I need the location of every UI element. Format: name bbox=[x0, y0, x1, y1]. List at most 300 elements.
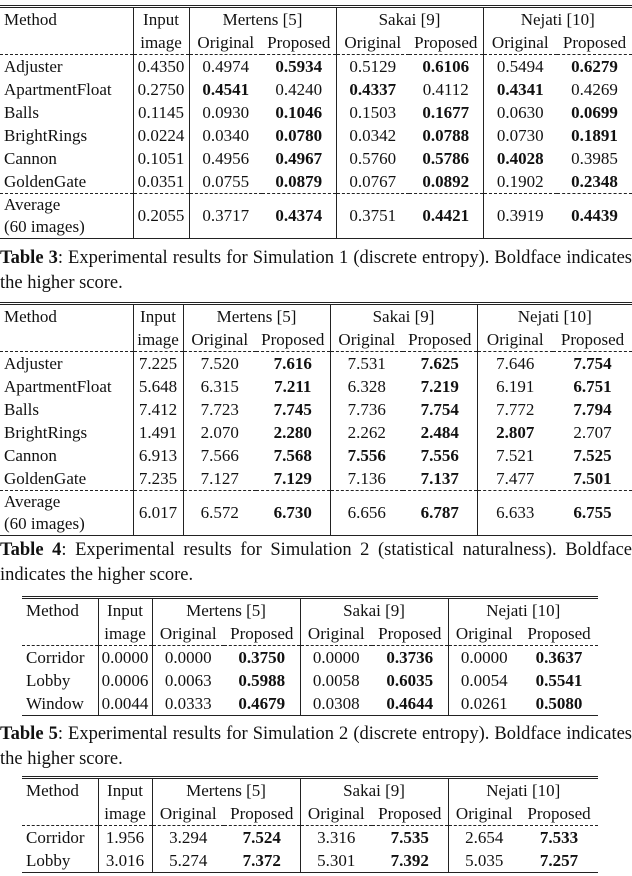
value-cell-text: 0.5080 bbox=[535, 693, 583, 713]
value-cell-text: 6.787 bbox=[420, 503, 459, 522]
row-method-text: (60 images) bbox=[4, 514, 85, 533]
header-subrow bbox=[0, 328, 632, 352]
value-cell-text: 0.0000 bbox=[101, 647, 149, 667]
average-row bbox=[0, 491, 632, 536]
header-input bbox=[98, 598, 152, 623]
value-cell-text: 3.016 bbox=[105, 850, 145, 870]
caption-text: : Experimental results for Simulation 2 (statistical naturalness). Boldface indicates the higher score. bbox=[0, 540, 632, 585]
value-cell-text: 0.5988 bbox=[238, 670, 286, 690]
value-cell bbox=[152, 669, 224, 692]
value-cell-text: 0.0000 bbox=[164, 647, 212, 667]
header-proposed bbox=[520, 802, 598, 826]
table-row bbox=[0, 101, 632, 124]
value-cell-text: 6.913 bbox=[138, 445, 178, 465]
table-row bbox=[0, 352, 632, 376]
header-input bbox=[133, 304, 183, 329]
average-row bbox=[0, 194, 632, 239]
value-cell-text: 7.736 bbox=[347, 399, 386, 419]
row-method-text: Average bbox=[4, 195, 61, 214]
row-method-text: Corridor bbox=[26, 647, 85, 667]
value-cell-text: 0.0767 bbox=[349, 171, 397, 191]
header-input-text: Input bbox=[143, 9, 179, 29]
header-group bbox=[189, 7, 336, 32]
value-cell bbox=[98, 669, 152, 692]
value-cell bbox=[330, 352, 403, 376]
value-cell bbox=[372, 669, 448, 692]
value-cell bbox=[330, 467, 403, 491]
value-cell-text: 0.0044 bbox=[101, 693, 149, 713]
header-original-text: Original bbox=[307, 623, 365, 643]
value-cell-text: 7.521 bbox=[496, 445, 535, 465]
value-cell-text: 1.491 bbox=[138, 422, 178, 442]
value-cell-text: 0.4112 bbox=[422, 79, 469, 99]
header-original bbox=[448, 622, 520, 646]
value-cell-text: 7.129 bbox=[273, 468, 312, 488]
value-cell bbox=[262, 55, 336, 79]
header-input-image-text: image bbox=[104, 803, 146, 823]
value-cell-text: 7.219 bbox=[420, 376, 459, 396]
table-row bbox=[0, 398, 632, 421]
value-cell-text: 7.127 bbox=[200, 468, 239, 488]
value-cell bbox=[133, 352, 183, 376]
caption-label: Table 5 bbox=[0, 724, 58, 744]
value-cell-text: 2.070 bbox=[200, 422, 239, 442]
table-4 bbox=[0, 302, 632, 536]
value-cell bbox=[152, 826, 224, 850]
row-method-text: GoldenGate bbox=[4, 468, 87, 488]
value-cell bbox=[152, 849, 224, 873]
value-cell bbox=[189, 170, 262, 194]
header-group-text: Mertens [5] bbox=[216, 306, 297, 326]
value-cell-text: 2.707 bbox=[573, 422, 612, 442]
table-row bbox=[22, 646, 598, 670]
value-cell-text: 6.751 bbox=[573, 376, 612, 396]
value-cell-text: 2.654 bbox=[465, 827, 504, 847]
value-cell bbox=[133, 194, 189, 239]
table-row bbox=[0, 421, 632, 444]
value-cell bbox=[403, 421, 477, 444]
table-row bbox=[22, 669, 598, 692]
value-cell bbox=[183, 398, 256, 421]
value-cell-text: 0.0699 bbox=[571, 102, 618, 122]
header-method-blank bbox=[0, 31, 133, 55]
value-cell-text: 7.524 bbox=[242, 827, 281, 847]
value-cell-text: 7.211 bbox=[274, 376, 312, 396]
value-cell-text: 5.301 bbox=[317, 850, 356, 870]
value-cell-text: 5.035 bbox=[465, 850, 504, 870]
value-cell bbox=[330, 491, 403, 536]
value-cell-text: 7.136 bbox=[347, 468, 386, 488]
value-cell-text: 3.316 bbox=[317, 827, 356, 847]
value-cell bbox=[189, 101, 262, 124]
value-cell-text: 0.0340 bbox=[202, 125, 250, 145]
row-method bbox=[0, 194, 133, 239]
header-proposed bbox=[372, 622, 448, 646]
row-method-text: Adjuster bbox=[4, 353, 63, 373]
value-cell bbox=[133, 124, 189, 147]
value-cell bbox=[409, 147, 483, 170]
header-input-image bbox=[98, 802, 152, 826]
header-original-text: Original bbox=[307, 803, 365, 823]
header-original bbox=[477, 328, 553, 352]
value-cell bbox=[330, 421, 403, 444]
value-cell bbox=[483, 101, 557, 124]
value-cell bbox=[336, 78, 409, 101]
caption-table-4 bbox=[0, 538, 632, 588]
header-group bbox=[477, 304, 632, 329]
value-cell-text: 7.477 bbox=[496, 468, 535, 488]
value-cell bbox=[189, 78, 262, 101]
header-row bbox=[22, 778, 598, 803]
value-cell bbox=[183, 444, 256, 467]
header-original bbox=[300, 622, 372, 646]
header-proposed bbox=[553, 328, 632, 352]
value-cell bbox=[557, 147, 632, 170]
value-cell bbox=[262, 101, 336, 124]
value-cell-text: 7.501 bbox=[573, 468, 612, 488]
header-proposed-text: Proposed bbox=[378, 623, 442, 643]
value-cell-text: 0.4956 bbox=[202, 148, 250, 168]
value-cell-text: 0.4644 bbox=[386, 693, 434, 713]
value-cell bbox=[520, 849, 598, 873]
value-cell bbox=[183, 375, 256, 398]
value-cell-text: 0.3736 bbox=[386, 647, 434, 667]
header-original bbox=[330, 328, 403, 352]
caption-text: : Experimental results for Simulation 2 (discrete entropy). Boldface indicates the higher score. bbox=[0, 724, 632, 769]
value-cell bbox=[256, 491, 330, 536]
value-cell-text: 0.5541 bbox=[535, 670, 583, 690]
header-proposed-text: Proposed bbox=[267, 32, 331, 52]
caption-label: Table 4 bbox=[0, 540, 62, 560]
value-cell bbox=[553, 467, 632, 491]
header-original-text: Original bbox=[338, 329, 396, 349]
value-cell-text: 7.745 bbox=[273, 399, 312, 419]
value-cell-text: 7.646 bbox=[496, 353, 535, 373]
value-cell bbox=[403, 352, 477, 376]
header-group bbox=[483, 7, 632, 32]
row-method bbox=[0, 55, 133, 79]
value-cell-text: 0.5129 bbox=[349, 56, 397, 76]
value-cell-text: 0.4374 bbox=[275, 206, 323, 225]
header-input bbox=[98, 778, 152, 803]
value-cell bbox=[133, 147, 189, 170]
value-cell-text: 6.315 bbox=[200, 376, 239, 396]
value-cell-text: 3.294 bbox=[169, 827, 208, 847]
value-cell-text: 2.280 bbox=[273, 422, 312, 442]
caption-text: : Experimental results for Simulation 1 (discrete entropy). Boldface indicates the higher score. bbox=[0, 248, 632, 293]
header-input-text: Input bbox=[107, 780, 143, 800]
value-cell bbox=[262, 170, 336, 194]
row-method bbox=[0, 124, 133, 147]
value-cell bbox=[448, 692, 520, 716]
value-cell-text: 0.0006 bbox=[101, 670, 149, 690]
header-row bbox=[22, 598, 598, 623]
value-cell-text: 0.4541 bbox=[202, 79, 250, 99]
table-row bbox=[22, 692, 598, 716]
value-cell bbox=[300, 692, 372, 716]
value-cell bbox=[330, 375, 403, 398]
row-method-text: Adjuster bbox=[4, 56, 63, 76]
header-method bbox=[22, 598, 98, 623]
header-group-text: Mertens [5] bbox=[186, 600, 266, 620]
value-cell-text: 0.0308 bbox=[312, 693, 360, 713]
value-cell bbox=[336, 170, 409, 194]
header-original-text: Original bbox=[344, 32, 402, 52]
value-cell-text: 0.0892 bbox=[422, 171, 470, 191]
row-method bbox=[22, 849, 98, 873]
header-proposed-text: Proposed bbox=[562, 32, 627, 52]
header-original-text: Original bbox=[191, 329, 249, 349]
header-group-text: Nejati [10] bbox=[486, 780, 561, 800]
value-cell-text: 7.556 bbox=[420, 445, 459, 465]
value-cell bbox=[403, 398, 477, 421]
value-cell bbox=[372, 826, 448, 850]
row-method bbox=[0, 421, 133, 444]
value-cell-text: 6.633 bbox=[496, 503, 535, 522]
table-row bbox=[0, 467, 632, 491]
header-group-text: Nejati [10] bbox=[520, 9, 595, 29]
header-proposed bbox=[224, 802, 300, 826]
value-cell bbox=[300, 849, 372, 873]
value-cell bbox=[483, 170, 557, 194]
value-cell-text: 7.225 bbox=[138, 353, 178, 373]
value-cell-text: 0.6279 bbox=[571, 56, 618, 76]
value-cell-text: 0.4337 bbox=[349, 79, 397, 99]
value-cell-text: 2.262 bbox=[347, 422, 386, 442]
value-cell bbox=[403, 375, 477, 398]
value-cell-text: 0.0879 bbox=[275, 171, 323, 191]
value-cell bbox=[477, 398, 553, 421]
header-original-text: Original bbox=[455, 803, 513, 823]
value-cell-text: 0.0224 bbox=[137, 125, 185, 145]
value-cell bbox=[300, 826, 372, 850]
value-cell bbox=[183, 352, 256, 376]
header-proposed-text: Proposed bbox=[230, 803, 294, 823]
value-cell bbox=[520, 669, 598, 692]
value-cell bbox=[477, 467, 553, 491]
value-cell-text: 0.4974 bbox=[202, 56, 250, 76]
value-cell-text: 1.956 bbox=[105, 827, 145, 847]
row-method-text: Corridor bbox=[26, 827, 85, 847]
value-cell bbox=[477, 421, 553, 444]
header-group bbox=[183, 304, 330, 329]
header-input bbox=[133, 7, 189, 32]
value-cell-text: 0.2750 bbox=[137, 79, 185, 99]
value-cell-text: 0.0054 bbox=[460, 670, 508, 690]
value-cell-text: 7.772 bbox=[496, 399, 535, 419]
row-method-text: BrightRings bbox=[4, 125, 88, 145]
value-cell bbox=[557, 194, 632, 239]
value-cell bbox=[224, 646, 300, 670]
caption-label: Table 3 bbox=[0, 248, 58, 268]
value-cell bbox=[553, 491, 632, 536]
value-cell bbox=[189, 124, 262, 147]
value-cell bbox=[256, 398, 330, 421]
table-row bbox=[0, 444, 632, 467]
header-original bbox=[189, 31, 262, 55]
header-method-text: Method bbox=[26, 780, 79, 800]
value-cell-text: 0.3717 bbox=[202, 206, 250, 225]
value-cell-text: 0.3750 bbox=[238, 647, 286, 667]
header-method-text: Method bbox=[26, 600, 79, 620]
header-method-text: Method bbox=[4, 306, 57, 326]
value-cell-text: 2.807 bbox=[496, 422, 535, 442]
value-cell bbox=[483, 124, 557, 147]
value-cell bbox=[372, 692, 448, 716]
value-cell bbox=[483, 78, 557, 101]
header-proposed-text: Proposed bbox=[527, 803, 591, 823]
table-row bbox=[22, 826, 598, 850]
value-cell bbox=[133, 55, 189, 79]
value-cell bbox=[98, 826, 152, 850]
value-cell bbox=[224, 692, 300, 716]
row-method bbox=[0, 101, 133, 124]
value-cell bbox=[336, 101, 409, 124]
value-cell-text: 0.3751 bbox=[349, 206, 397, 225]
value-cell-text: 0.0261 bbox=[460, 693, 508, 713]
value-cell-text: 7.533 bbox=[539, 827, 579, 847]
value-cell-text: 0.0333 bbox=[164, 693, 212, 713]
header-group-text: Sakai [9] bbox=[372, 306, 435, 326]
value-cell bbox=[553, 398, 632, 421]
header-group-text: Nejati [10] bbox=[486, 600, 561, 620]
header-original bbox=[300, 802, 372, 826]
value-cell bbox=[133, 101, 189, 124]
value-cell-text: 0.1051 bbox=[137, 148, 185, 168]
value-cell bbox=[98, 849, 152, 873]
value-cell-text: 7.754 bbox=[573, 353, 612, 373]
value-cell bbox=[152, 692, 224, 716]
value-cell bbox=[409, 101, 483, 124]
header-group-text: Nejati [10] bbox=[517, 306, 592, 326]
row-method-text: Window bbox=[26, 693, 84, 713]
table-row bbox=[0, 78, 632, 101]
value-cell bbox=[133, 78, 189, 101]
value-cell bbox=[133, 398, 183, 421]
table-6 bbox=[22, 776, 598, 873]
header-original bbox=[336, 31, 409, 55]
header-group bbox=[448, 598, 598, 623]
value-cell-text: 0.4439 bbox=[571, 206, 618, 225]
value-cell bbox=[553, 421, 632, 444]
header-input-text: Input bbox=[107, 600, 143, 620]
table-row bbox=[0, 147, 632, 170]
value-cell-text: 0.0755 bbox=[202, 171, 250, 191]
row-method bbox=[22, 669, 98, 692]
header-method bbox=[0, 304, 133, 329]
value-cell bbox=[133, 467, 183, 491]
value-cell bbox=[483, 194, 557, 239]
value-cell bbox=[403, 467, 477, 491]
header-proposed bbox=[557, 31, 632, 55]
header-input-image-text: image bbox=[140, 32, 182, 52]
value-cell bbox=[520, 692, 598, 716]
header-method-blank bbox=[22, 622, 98, 646]
row-method bbox=[0, 444, 133, 467]
value-cell bbox=[477, 491, 553, 536]
value-cell bbox=[409, 194, 483, 239]
value-cell bbox=[557, 124, 632, 147]
value-cell-text: 0.1046 bbox=[275, 102, 323, 122]
row-method bbox=[0, 352, 133, 376]
value-cell bbox=[133, 491, 183, 536]
value-cell bbox=[409, 124, 483, 147]
value-cell bbox=[477, 444, 553, 467]
row-method-text: ApartmentFloat bbox=[4, 79, 112, 99]
header-proposed-text: Proposed bbox=[230, 623, 294, 643]
value-cell-text: 0.3919 bbox=[496, 206, 544, 225]
value-cell bbox=[183, 467, 256, 491]
value-cell-text: 0.3985 bbox=[571, 148, 618, 168]
header-subrow bbox=[22, 622, 598, 646]
value-cell bbox=[520, 646, 598, 670]
header-group bbox=[300, 598, 448, 623]
value-cell-text: 0.4269 bbox=[571, 79, 618, 99]
value-cell-text: 7.616 bbox=[273, 353, 312, 373]
value-cell-text: 0.1503 bbox=[349, 102, 397, 122]
header-original-text: Original bbox=[486, 329, 544, 349]
value-cell bbox=[330, 444, 403, 467]
row-method-text: Balls bbox=[4, 102, 39, 122]
value-cell-text: 7.625 bbox=[420, 353, 459, 373]
header-group-text: Sakai [9] bbox=[343, 600, 405, 620]
value-cell-text: 6.191 bbox=[496, 376, 535, 396]
table-5 bbox=[22, 596, 598, 716]
value-cell bbox=[372, 849, 448, 873]
value-cell-text: 0.3637 bbox=[535, 647, 583, 667]
header-proposed-text: Proposed bbox=[560, 329, 625, 349]
row-method bbox=[0, 491, 133, 536]
value-cell bbox=[330, 398, 403, 421]
header-proposed bbox=[372, 802, 448, 826]
header-row bbox=[0, 304, 632, 329]
value-cell bbox=[477, 375, 553, 398]
header-input-image bbox=[133, 31, 189, 55]
value-cell bbox=[336, 55, 409, 79]
value-cell-text: 6.755 bbox=[573, 503, 612, 522]
value-cell-text: 0.4350 bbox=[137, 56, 185, 76]
value-cell-text: 7.723 bbox=[200, 399, 239, 419]
header-group-text: Mertens [5] bbox=[222, 9, 303, 29]
value-cell-text: 0.1902 bbox=[496, 171, 544, 191]
value-cell-text: 0.0351 bbox=[137, 171, 185, 191]
value-cell bbox=[189, 194, 262, 239]
header-input-text: Input bbox=[140, 306, 176, 326]
value-cell-text: 7.794 bbox=[573, 399, 612, 419]
value-cell-text: 0.5934 bbox=[275, 56, 323, 76]
value-cell bbox=[409, 55, 483, 79]
value-cell-text: 6.017 bbox=[138, 503, 178, 522]
value-cell bbox=[300, 669, 372, 692]
header-method bbox=[22, 778, 98, 803]
table-row bbox=[0, 375, 632, 398]
value-cell bbox=[557, 55, 632, 79]
row-method-text: ApartmentFloat bbox=[4, 376, 112, 396]
value-cell-text: 7.257 bbox=[539, 850, 579, 870]
header-group bbox=[152, 598, 300, 623]
value-cell-text: 0.5760 bbox=[349, 148, 397, 168]
header-original-text: Original bbox=[455, 623, 513, 643]
value-cell bbox=[409, 170, 483, 194]
caption-table-5 bbox=[0, 722, 632, 772]
value-cell-text: 0.4967 bbox=[275, 148, 323, 168]
value-cell bbox=[557, 78, 632, 101]
value-cell-text: 0.0342 bbox=[349, 125, 397, 145]
header-proposed bbox=[256, 328, 330, 352]
value-cell bbox=[336, 124, 409, 147]
header-input-image bbox=[133, 328, 183, 352]
value-cell bbox=[256, 467, 330, 491]
